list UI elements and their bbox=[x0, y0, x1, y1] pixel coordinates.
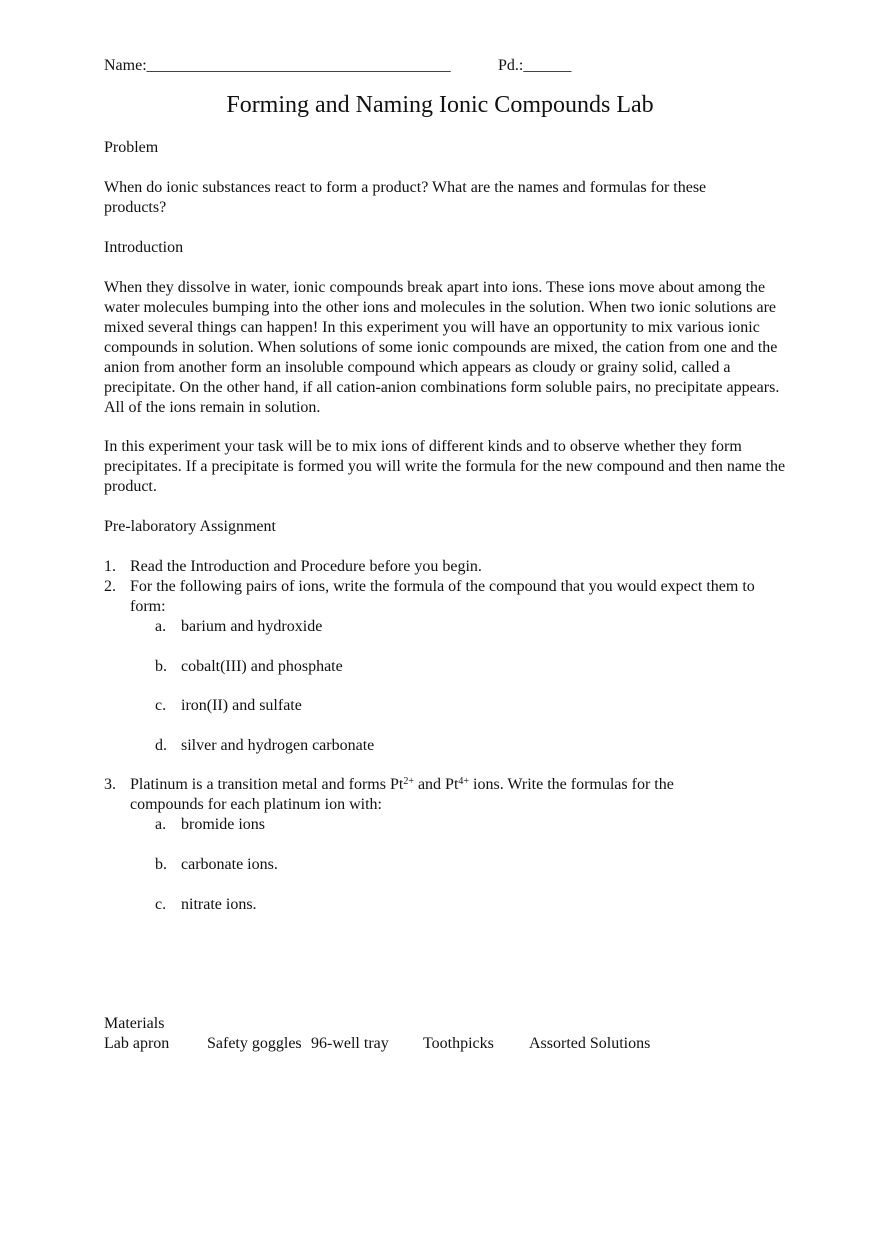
prelab-item-2-text: For the following pairs of ions, write the formula of the compound that you would expect them to form: bbox=[130, 578, 755, 615]
prelab-item-2b-text: cobalt(III) and phosphate bbox=[181, 658, 343, 675]
prelab-item-3a-text: bromide ions bbox=[181, 816, 265, 833]
introduction-paragraph-1: When they dissolve in water, ionic compounds break apart into ions. These ions move about among the water molecules bumping into the other ions and molecules in the solution. When two ionic solutions are mixed several things can happen! In this experiment you will have an opportunity to mix various ionic compounds in solution. When solutions of some ionic compounds are mixed, the cation from one and the anion from another form an insoluble compound which appears as cloudy or grainy solid, called a precipitate. On the other hand, if all cation-anion combinations form soluble pairs, no precipitate appears. All of the ions remain in solution. bbox=[104, 279, 780, 416]
prelab-item-3-text-line-2: compounds for each platinum ion with: bbox=[130, 796, 382, 813]
prelab-item-3-number: 3. bbox=[104, 776, 116, 793]
prelab-item-2d-text: silver and hydrogen carbonate bbox=[181, 737, 375, 754]
materials-item-toothpicks: Toothpicks bbox=[423, 1035, 494, 1052]
introduction-paragraph-2: In this experiment your task will be to mix ions of different kinds and to observe whether they form precipitates. If a precipitate is formed you will write the formula for the new compound and then name the product. bbox=[104, 438, 786, 495]
prelab-item-1-text: Read the Introduction and Procedure before you begin. bbox=[130, 558, 482, 575]
page-title: Forming and Naming Ionic Compounds Lab bbox=[226, 92, 654, 118]
prelab-item-3-text: Platinum is a transition metal and forms $Pt^{2+}$ and $Pt^{4+}$ ions. Write the formulas for the bbox=[130, 776, 674, 793]
materials-item-96-well-tray: 96-well tray bbox=[311, 1035, 389, 1052]
prelab-item-3c-letter: c. bbox=[155, 896, 167, 913]
prelab-item-3c-text: nitrate ions. bbox=[181, 896, 257, 913]
prelab-item-1-number: 1. bbox=[104, 558, 116, 575]
prelab-item-2d-letter: d. bbox=[155, 737, 167, 754]
introduction-heading: Introduction bbox=[104, 239, 184, 256]
prelab-item-3b-text: carbonate ions. bbox=[181, 856, 278, 873]
materials-item-lab-apron: Lab apron bbox=[104, 1035, 170, 1052]
problem-heading: Problem bbox=[104, 139, 159, 156]
prelab-item-3b-letter: b. bbox=[155, 856, 167, 873]
prelab-item-2b-letter: b. bbox=[155, 658, 167, 675]
materials-item-safety-goggles: Safety goggles bbox=[207, 1035, 302, 1052]
period-field-label: Pd.:______ bbox=[498, 57, 572, 74]
name-field-label: Name:______________________________________ bbox=[104, 57, 451, 74]
prelab-heading: Pre-laboratory Assignment bbox=[104, 518, 276, 535]
problem-text: When do ionic substances react to form a product? What are the names and formulas for these products? bbox=[104, 179, 707, 216]
prelab-item-3a-letter: a. bbox=[155, 816, 167, 833]
prelab-item-2c-text: iron(II) and sulfate bbox=[181, 697, 302, 714]
prelab-item-2-number: 2. bbox=[104, 578, 116, 595]
materials-item-assorted-solutions: Assorted Solutions bbox=[529, 1035, 651, 1052]
prelab-item-2c-letter: c. bbox=[155, 697, 167, 714]
prelab-item-2a-letter: a. bbox=[155, 618, 167, 635]
materials-heading: Materials bbox=[104, 1015, 165, 1032]
prelab-item-2a-text: barium and hydroxide bbox=[181, 618, 323, 635]
